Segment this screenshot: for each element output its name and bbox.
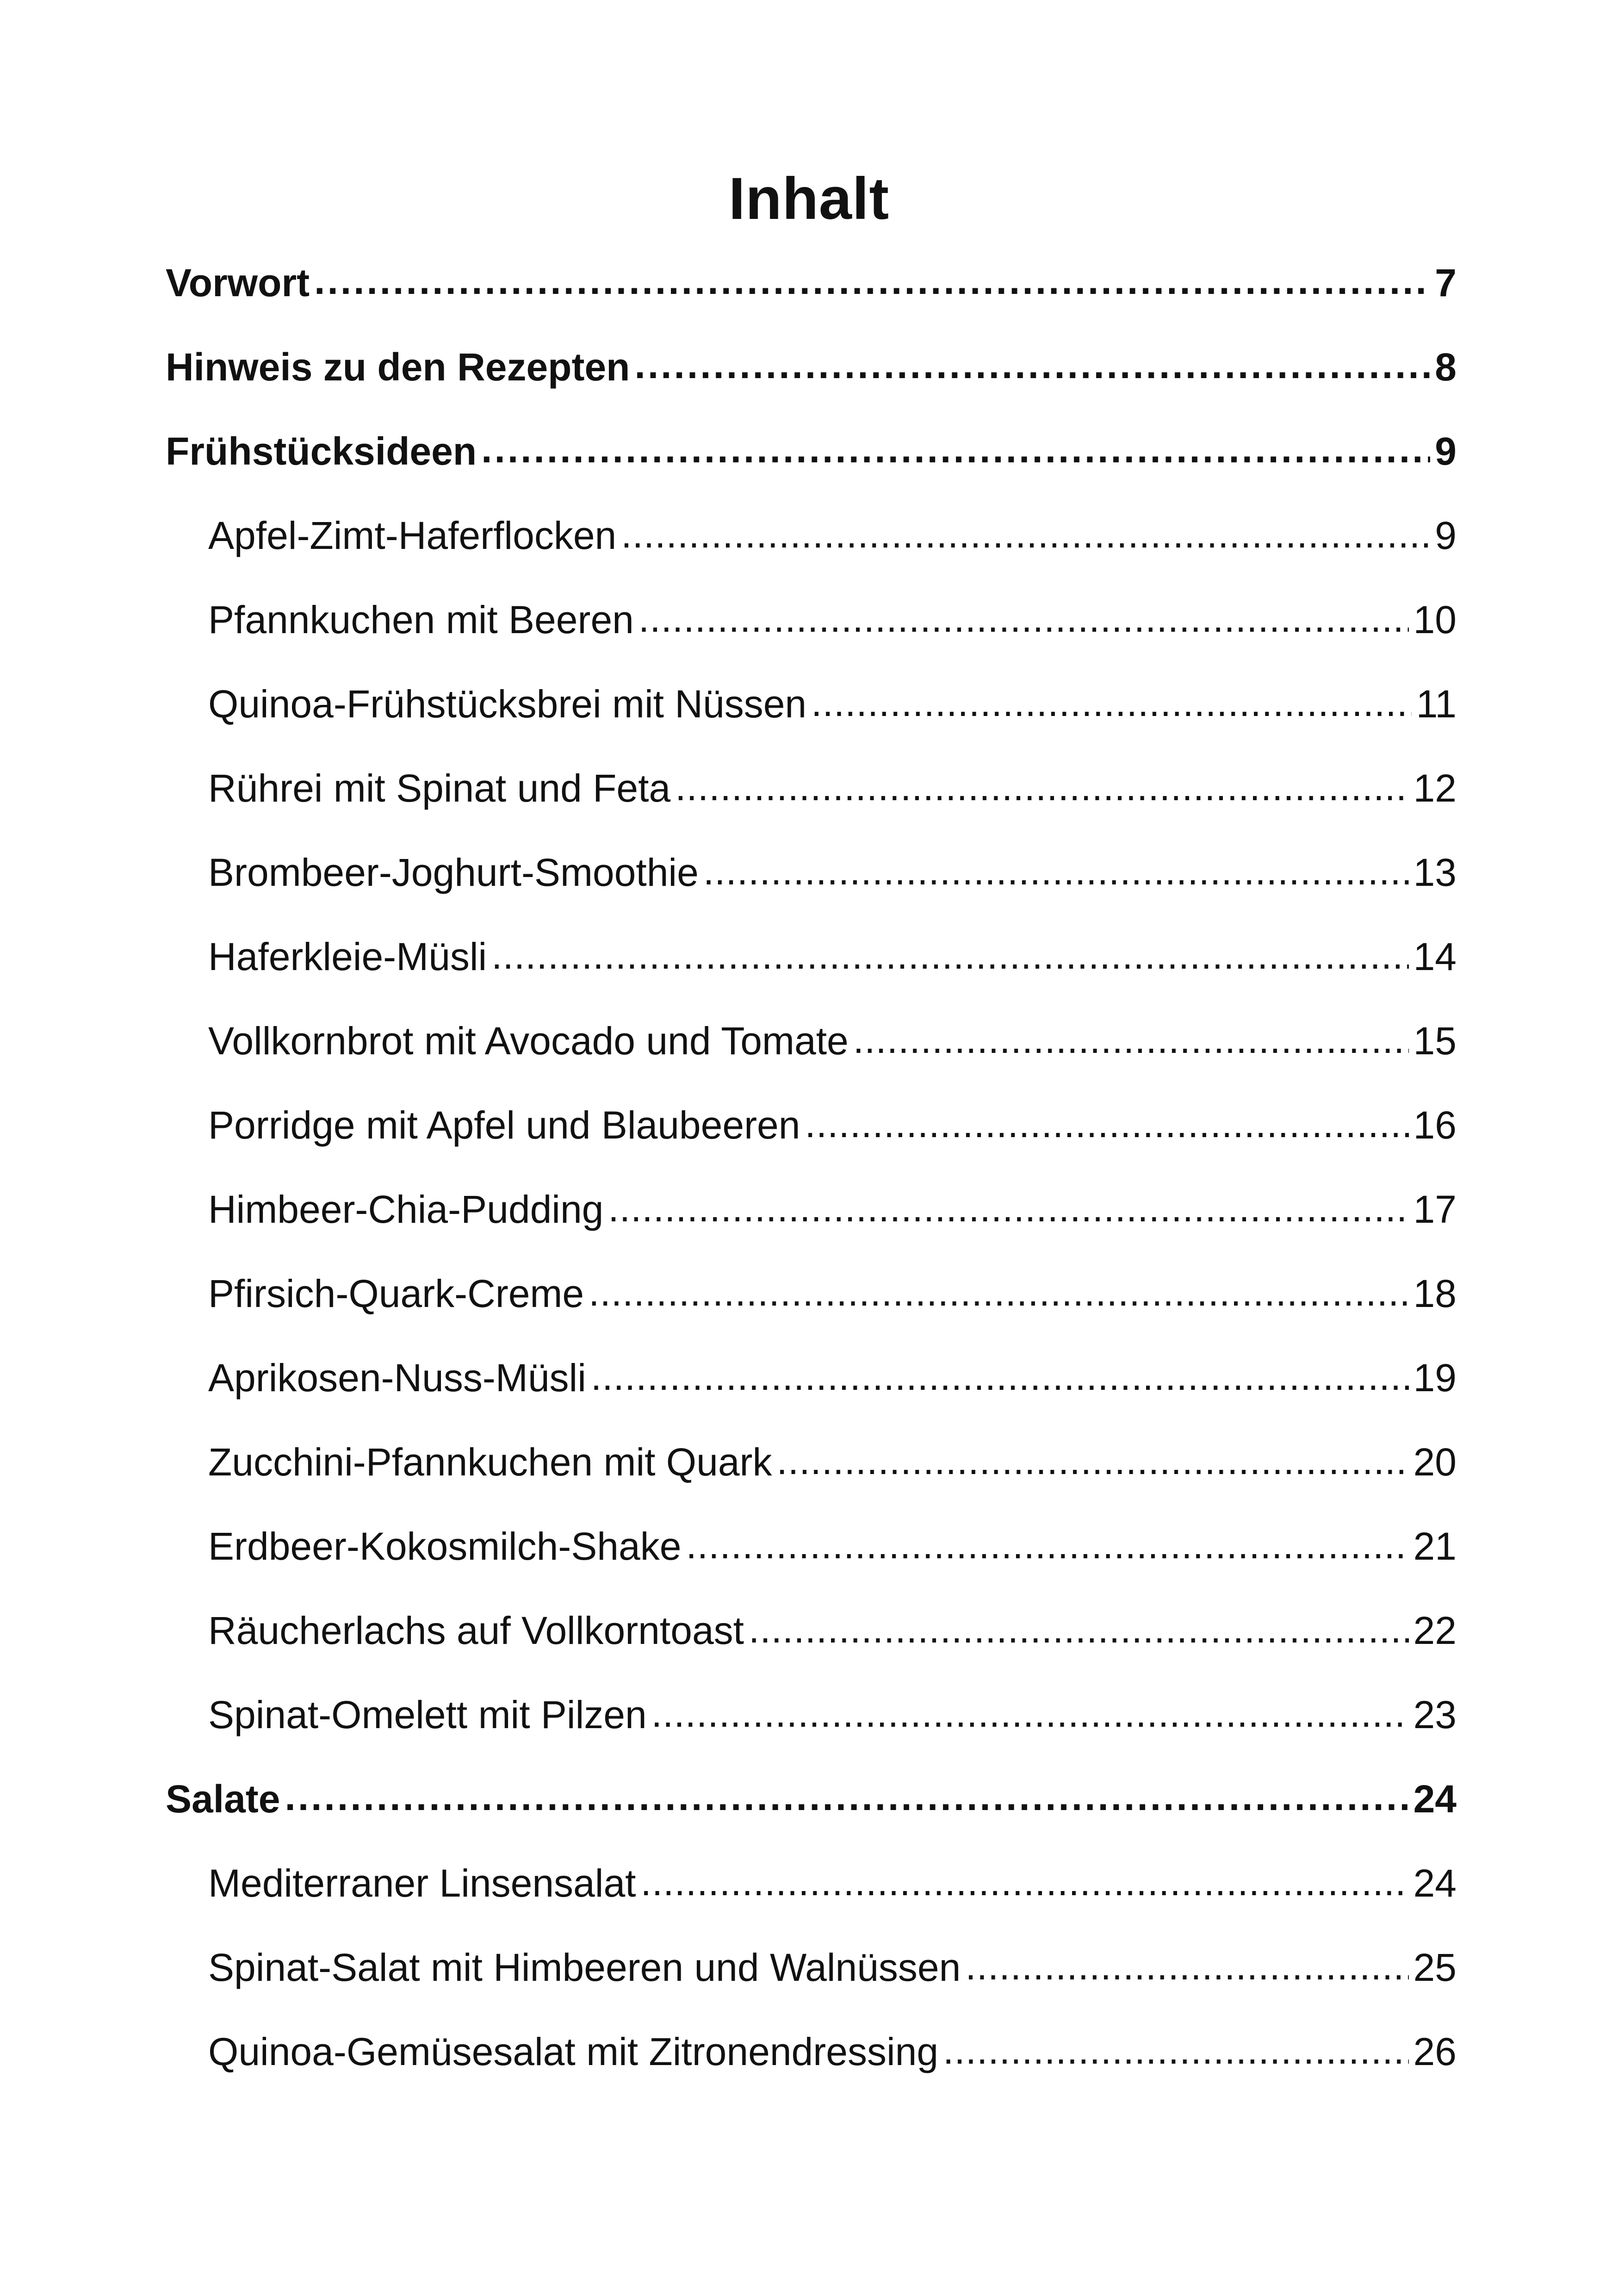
dot-leader bbox=[481, 409, 1430, 493]
toc-entry-label: Himbeer-Chia-Pudding bbox=[208, 1187, 608, 1232]
toc-entry-label: Haferkleie-Müsli bbox=[208, 934, 491, 979]
toc-entry-label: Räucherlachs auf Vollkorntoast bbox=[208, 1608, 749, 1653]
toc-entry-label: Aprikosen-Nuss-Müsli bbox=[208, 1356, 591, 1400]
dot-leader bbox=[811, 662, 1412, 746]
dot-leader bbox=[314, 241, 1430, 325]
toc-entry-page: 23 bbox=[1409, 1692, 1457, 1737]
toc-entry-page: 10 bbox=[1409, 597, 1457, 642]
dot-leader bbox=[965, 1925, 1408, 2010]
toc-entry-page: 7 bbox=[1430, 261, 1457, 305]
toc-entry-hinweis[interactable] bbox=[166, 325, 1457, 409]
toc-subentry[interactable] bbox=[166, 999, 1457, 1083]
toc-entry-vorwort[interactable] bbox=[166, 241, 1457, 325]
toc-entry-label: Zucchini-Pfannkuchen mit Quark bbox=[208, 1440, 777, 1485]
toc-subentry[interactable] bbox=[166, 915, 1457, 999]
dot-leader bbox=[853, 999, 1409, 1083]
toc-entry-label: Pfirsich-Quark-Creme bbox=[208, 1271, 589, 1316]
toc-subentry[interactable] bbox=[166, 2010, 1457, 2094]
toc-entry-page: 16 bbox=[1409, 1103, 1457, 1148]
toc-entry-page: 11 bbox=[1412, 682, 1457, 727]
toc-entry-label: Quinoa-Gemüsesalat mit Zitronendressing bbox=[208, 2029, 943, 2074]
toc-entry-label: Quinoa-Frühstücksbrei mit Nüssen bbox=[208, 682, 811, 727]
toc-subentry[interactable] bbox=[166, 1673, 1457, 1757]
toc-entry-label: Hinweis zu den Rezepten bbox=[166, 345, 635, 390]
toc-entry-salate[interactable] bbox=[166, 1757, 1457, 1841]
toc-entry-label: Mediterraner Linsensalat bbox=[208, 1861, 641, 1906]
toc-entry-label: Erdbeer-Kokosmilch-Shake bbox=[208, 1524, 686, 1569]
toc-entry-page: 21 bbox=[1409, 1524, 1457, 1569]
dot-leader bbox=[285, 1757, 1409, 1841]
dot-leader bbox=[777, 1420, 1409, 1504]
dot-leader bbox=[686, 1504, 1408, 1588]
toc-entry-page: 18 bbox=[1409, 1271, 1457, 1316]
dot-leader bbox=[589, 1251, 1408, 1336]
dot-leader bbox=[635, 325, 1431, 409]
dot-leader bbox=[591, 1336, 1409, 1420]
toc-entry-page: 15 bbox=[1409, 1019, 1457, 1064]
dot-leader bbox=[703, 830, 1409, 915]
toc-subentry[interactable] bbox=[166, 578, 1457, 662]
toc-subentry[interactable] bbox=[166, 1251, 1457, 1336]
toc-entry-page: 14 bbox=[1409, 934, 1457, 979]
toc-subentry[interactable] bbox=[166, 1336, 1457, 1420]
toc-entry-page: 20 bbox=[1409, 1440, 1457, 1485]
toc-entry-label: Vorwort bbox=[166, 261, 314, 305]
table-of-contents bbox=[166, 241, 1457, 2094]
dot-leader bbox=[491, 915, 1408, 999]
dot-leader bbox=[621, 493, 1430, 578]
toc-subentry[interactable] bbox=[166, 1420, 1457, 1504]
toc-entry-page: 12 bbox=[1409, 766, 1457, 811]
toc-entry-label: Brombeer-Joghurt-Smoothie bbox=[208, 850, 703, 895]
toc-entry-page: 9 bbox=[1430, 513, 1457, 558]
dot-leader bbox=[608, 1167, 1408, 1251]
toc-entry-page: 22 bbox=[1409, 1608, 1457, 1653]
toc-subentry[interactable] bbox=[166, 1925, 1457, 2010]
toc-subentry[interactable] bbox=[166, 493, 1457, 578]
toc-entry-label: Frühstücksideen bbox=[166, 429, 481, 474]
toc-entry-page: 24 bbox=[1409, 1861, 1457, 1906]
toc-subentry[interactable] bbox=[166, 746, 1457, 830]
toc-subentry[interactable] bbox=[166, 1083, 1457, 1167]
dot-leader bbox=[749, 1588, 1409, 1673]
toc-entry-page: 13 bbox=[1409, 850, 1457, 895]
dot-leader bbox=[805, 1083, 1408, 1167]
toc-subentry[interactable] bbox=[166, 1167, 1457, 1251]
toc-entry-label: Vollkornbrot mit Avocado und Tomate bbox=[208, 1019, 853, 1064]
toc-entry-label: Spinat-Salat mit Himbeeren und Walnüssen bbox=[208, 1945, 965, 1990]
toc-subentry[interactable] bbox=[166, 1504, 1457, 1588]
toc-entry-label: Porridge mit Apfel und Blaubeeren bbox=[208, 1103, 805, 1148]
dot-leader bbox=[943, 2010, 1409, 2094]
toc-subentry[interactable] bbox=[166, 662, 1457, 746]
toc-entry-page: 25 bbox=[1409, 1945, 1457, 1990]
toc-entry-label: Rührei mit Spinat und Feta bbox=[208, 766, 675, 811]
toc-entry-page: 9 bbox=[1430, 429, 1457, 474]
dot-leader bbox=[641, 1841, 1409, 1925]
toc-entry-page: 17 bbox=[1409, 1187, 1457, 1232]
toc-entry-label: Spinat-Omelett mit Pilzen bbox=[208, 1692, 651, 1737]
page-title: Inhalt bbox=[728, 166, 890, 232]
toc-subentry[interactable] bbox=[166, 1588, 1457, 1673]
dot-leader bbox=[651, 1673, 1409, 1757]
toc-subentry[interactable] bbox=[166, 1841, 1457, 1925]
dot-leader bbox=[639, 578, 1409, 662]
toc-entry-page: 26 bbox=[1409, 2029, 1457, 2074]
toc-entry-page: 8 bbox=[1430, 345, 1457, 390]
dot-leader bbox=[675, 746, 1408, 830]
toc-entry-page: 19 bbox=[1409, 1356, 1457, 1400]
toc-entry-page: 24 bbox=[1409, 1777, 1457, 1822]
toc-entry-label: Pfannkuchen mit Beeren bbox=[208, 597, 639, 642]
toc-entry-label: Salate bbox=[166, 1777, 285, 1822]
toc-subentry[interactable] bbox=[166, 830, 1457, 915]
toc-entry-label: Apfel-Zimt-Haferflocken bbox=[208, 513, 621, 558]
toc-entry-fruehstuecksideen[interactable] bbox=[166, 409, 1457, 493]
